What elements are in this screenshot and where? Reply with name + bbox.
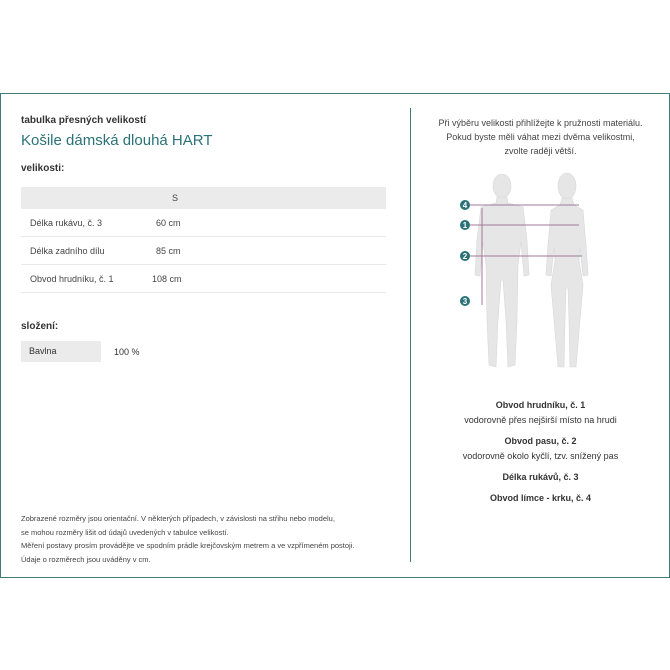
size-table-panel [21, 115, 386, 362]
sizes-label: velikosti: [21, 163, 65, 174]
measurement-legend [411, 392, 670, 503]
composition-row [21, 341, 386, 362]
body-measurement-figure [455, 170, 595, 375]
male-silhouette-icon [475, 174, 529, 367]
legend-desc: vodorovně okolo kyčlí, tzv. snížený pas [462, 451, 619, 461]
svg-text:2: 2 [462, 252, 468, 261]
legend-title: Obvod límce - krku, č. 4 [489, 493, 592, 503]
svg-text:1: 1 [462, 221, 468, 230]
female-silhouette-icon [546, 173, 588, 367]
composition-label: složení: [21, 321, 59, 332]
table-row: Délka zadního dílu 85 cm [21, 237, 386, 265]
legend-title: Obvod hrudníku, č. 1 [495, 400, 586, 410]
table-row: Délka rukávu, č. 3 60 cm [21, 209, 386, 237]
legend-desc: vodorovně přes nejširší místo na hrudi [464, 415, 617, 425]
product-title: Košile dámská dlouhá HART [21, 132, 213, 149]
size-table [21, 187, 386, 293]
legend-title: Obvod pasu, č. 2 [504, 436, 577, 446]
svg-text:3: 3 [462, 297, 468, 306]
size-column-header: S [146, 187, 233, 209]
material-name: Bavlna [21, 341, 101, 362]
size-advice: Při výběru velikosti přihlížejte k pružnosti materiálu. Pokud byste měli váhat mezi dvěma velikostmi, zvolte raději větší. [438, 118, 643, 156]
legend-title: Délka rukávů, č. 3 [502, 472, 579, 482]
svg-text:4: 4 [462, 201, 468, 210]
subtitle: tabulka přesných velikostí [21, 115, 147, 126]
table-row: Obvod hrudníku, č. 1 108 cm [21, 265, 386, 293]
material-percent: 100 % [114, 346, 140, 357]
measurement-notes: Zobrazené rozměry jsou orientační. V některých případech, v závislosti na střihu nebo modelu, se mohou rozměry lišit od údajů uvedených v tabulce velikostí. Měření postavy prosím provádějte ve spodním prádle krejčovským metrem a ve vzpřímeném postoji. Údaje o rozměrech jsou uváděny v cm. [21, 514, 355, 564]
